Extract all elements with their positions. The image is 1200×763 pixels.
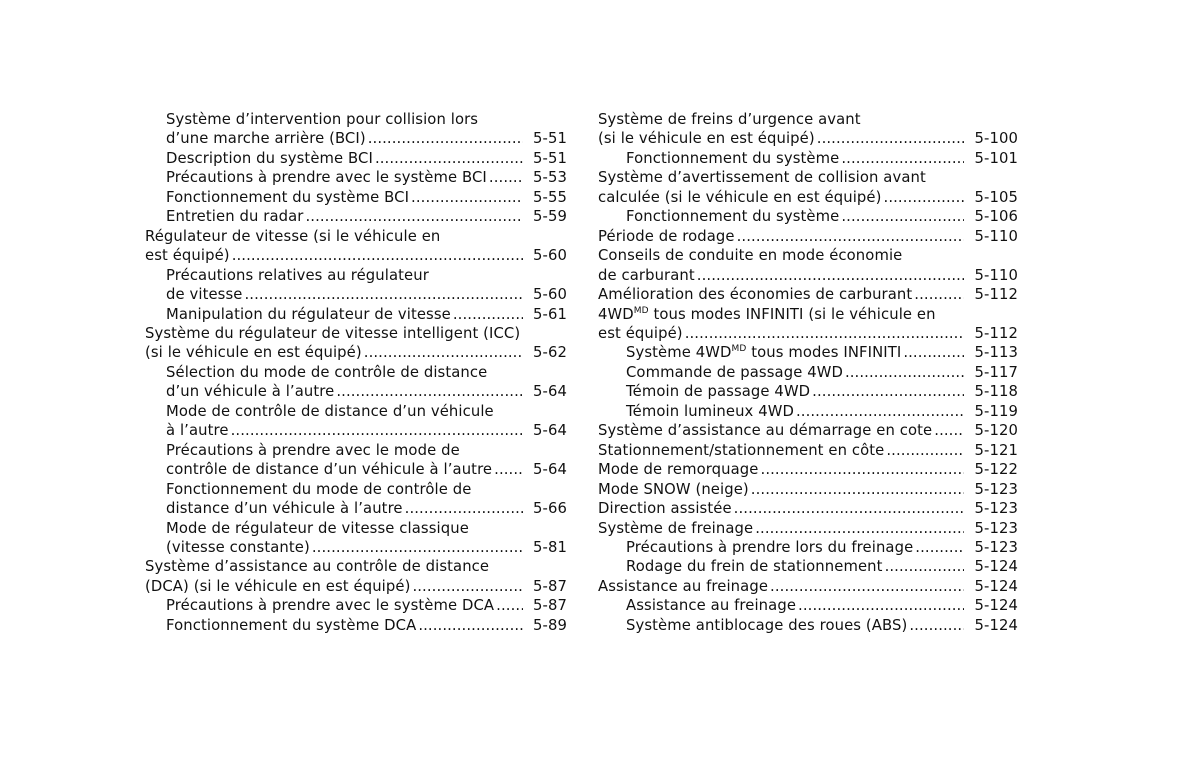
toc-entry-title: d’un véhicule à l’autre [166, 383, 335, 401]
page-number: 5-62 [533, 344, 567, 362]
toc-entry-title: Mode SNOW (neige) [598, 480, 749, 498]
toc-entry-last-line [598, 188, 1018, 207]
toc-entry[interactable] [145, 324, 567, 363]
toc-entry-last-line [598, 129, 1018, 148]
leader-dots [845, 363, 964, 382]
toc-entry-title: de carburant [598, 266, 695, 284]
toc-entry-title: (DCA) (si le véhicule en est équipé) [145, 577, 411, 595]
toc-entry-last-line [598, 460, 1018, 479]
toc-entry[interactable] [145, 402, 567, 441]
toc-entry-last-line [598, 285, 1018, 304]
leader-dots [841, 149, 964, 168]
toc-entry[interactable] [145, 519, 567, 558]
toc-entry-last-line [626, 207, 1018, 226]
toc-entry-last-line [166, 129, 567, 148]
page-number: 5-60 [533, 247, 567, 265]
leader-dots [245, 285, 524, 304]
leader-dots [796, 402, 964, 421]
toc-entry-title: Fonctionnement du système [626, 149, 840, 167]
toc-entry-title: distance d’un véhicule à l’autre [166, 500, 403, 518]
page-number: 5-105 [974, 188, 1018, 206]
toc-entry[interactable] [598, 480, 1018, 499]
toc-entry-title: Assistance au freinage [598, 577, 769, 595]
toc-entry[interactable] [598, 538, 1018, 557]
toc-entry-title: Mode de remorquage [598, 461, 759, 479]
toc-entry[interactable] [598, 616, 1018, 635]
page-number: 5-112 [974, 286, 1018, 304]
toc-entry-last-line [145, 343, 567, 362]
leader-dots [884, 188, 964, 207]
leader-dots [231, 421, 523, 440]
toc-entry[interactable] [145, 207, 567, 226]
leader-dots [909, 616, 964, 635]
toc-entry-title: Manipulation du régulateur de vitesse [166, 305, 451, 323]
toc-entry-title: Témoin lumineux 4WD [626, 402, 794, 420]
page-number: 5-61 [533, 305, 567, 323]
leader-dots [812, 382, 964, 401]
toc-entry-title: Fonctionnement du système [626, 208, 840, 226]
page-number: 5-119 [974, 402, 1018, 420]
toc-entry-title: est équipé) [598, 324, 683, 342]
page-number: 5-110 [974, 266, 1018, 284]
toc-entry-title: Description du système BCI [166, 149, 373, 167]
superscript-mark: MD [731, 344, 747, 355]
leader-dots [418, 616, 523, 635]
toc-entry-title: de vitesse [166, 286, 243, 304]
page-number: 5-51 [533, 149, 567, 167]
page-number: 5-124 [974, 577, 1018, 595]
toc-entry[interactable] [145, 227, 567, 266]
toc-entry[interactable] [598, 577, 1018, 596]
toc-entry-last-line [145, 577, 567, 596]
toc-entry-title: contrôle de distance d’un véhicule à l’autre [166, 461, 493, 479]
toc-entry[interactable] [145, 596, 567, 615]
toc-entry-text: tous modes INFINITI [746, 344, 902, 362]
toc-entry-last-line [626, 382, 1018, 401]
toc-entry-last-line [598, 480, 1018, 499]
page-number: 5-101 [974, 149, 1018, 167]
leader-dots [375, 149, 523, 168]
toc-entry[interactable] [598, 246, 1018, 285]
toc-entry-last-line [598, 324, 1018, 343]
toc-entry[interactable] [145, 441, 567, 480]
toc-entry-text: tous modes INFINITI (si le véhicule en [648, 305, 936, 323]
page-number: 5-124 [974, 597, 1018, 615]
page-number: 5-120 [974, 422, 1018, 440]
leader-dots [405, 499, 523, 518]
leader-dots [755, 519, 964, 538]
toc-entry-last-line [626, 149, 1018, 168]
toc-entry[interactable] [145, 110, 567, 149]
toc-entry[interactable] [598, 343, 1018, 362]
toc-entry-line: Système d’intervention pour collision lors [166, 111, 479, 128]
toc-entry-title: Direction assistée [598, 500, 732, 518]
toc-entry-last-line [598, 499, 1018, 518]
leader-dots [885, 557, 964, 576]
toc-entry-last-line [598, 227, 1018, 246]
toc-entry-line: Précautions relatives au régulateur [166, 266, 429, 284]
page-number: 5-87 [533, 577, 567, 595]
toc-entry[interactable] [145, 266, 567, 305]
toc-entry-last-line [626, 557, 1018, 576]
toc-entry-title: Précautions à prendre lors du freinage [626, 538, 914, 556]
toc-entry-title: Témoin de passage 4WD [626, 383, 811, 401]
toc-entry-last-line [626, 363, 1018, 382]
page-number: 5-123 [974, 519, 1018, 537]
toc-entry-title: Assistance au freinage [626, 597, 797, 615]
page-number: 5-123 [974, 538, 1018, 556]
toc-entry-line: Mode de contrôle de distance d’un véhicule [166, 402, 494, 420]
leader-dots [364, 343, 523, 362]
page-number: 5-53 [533, 169, 567, 187]
leader-dots [453, 305, 523, 324]
page-number: 5-118 [974, 383, 1018, 401]
toc-entry-line [598, 305, 1018, 324]
toc-entry-last-line [166, 382, 567, 401]
leader-dots [697, 266, 964, 285]
toc-entry[interactable] [598, 110, 1018, 149]
toc-entry[interactable] [598, 168, 1018, 207]
toc-entry-text: 4WD [598, 305, 634, 323]
leader-dots [886, 441, 964, 460]
toc-entry-title: Stationnement/stationnement en côte [598, 441, 885, 459]
page-number: 5-110 [974, 227, 1018, 245]
page-number: 5-100 [974, 130, 1018, 148]
toc-entry-last-line [166, 538, 567, 557]
toc-entry[interactable] [598, 499, 1018, 518]
toc-entry-last-line [598, 421, 1018, 440]
toc-entry-last-line [598, 441, 1018, 460]
toc-entry[interactable] [598, 382, 1018, 401]
toc-entry-title: Rodage du frein de stationnement [626, 558, 883, 576]
page-number: 5-123 [974, 500, 1018, 518]
toc-entry-last-line [166, 596, 567, 615]
toc-entry-last-line [626, 343, 1018, 362]
leader-dots [368, 129, 523, 148]
toc-entry-last-line [166, 499, 567, 518]
toc-entry[interactable] [598, 285, 1018, 304]
toc-entry-title: calculée (si le véhicule en est équipé) [598, 188, 882, 206]
toc-entry-line: Système de freins d’urgence avant [598, 111, 861, 128]
leader-dots [734, 499, 964, 518]
leader-dots [751, 480, 964, 499]
toc-entry[interactable] [598, 149, 1018, 168]
page-number: 5-81 [533, 538, 567, 556]
toc-entry-title: Système antiblocage des roues (ABS) [626, 616, 908, 634]
toc-entry-title [626, 343, 901, 362]
page-number: 5-51 [533, 130, 567, 148]
leader-dots [770, 577, 964, 596]
toc-entry-last-line [166, 168, 567, 187]
toc-entry-line: Conseils de conduite en mode économie [598, 247, 903, 265]
toc-left-column [145, 110, 567, 635]
toc-entry-last-line [166, 285, 567, 304]
toc-entry[interactable] [598, 402, 1018, 421]
page-number: 5-64 [533, 422, 567, 440]
toc-entry[interactable] [598, 596, 1018, 615]
leader-dots [841, 207, 964, 226]
toc-entry-last-line [145, 246, 567, 265]
toc-entry-title: Fonctionnement du système DCA [166, 616, 417, 634]
page-number: 5-106 [974, 208, 1018, 226]
leader-dots [496, 596, 523, 615]
toc-right-column [598, 110, 1018, 635]
toc-entry-text: Système 4WD [626, 344, 732, 362]
page-number: 5-121 [974, 441, 1018, 459]
toc-entry[interactable] [145, 188, 567, 207]
toc-entry-last-line [166, 188, 567, 207]
toc-entry[interactable] [145, 557, 567, 596]
page-number: 5-59 [533, 208, 567, 226]
leader-dots [798, 596, 964, 615]
leader-dots [412, 577, 523, 596]
toc-entry[interactable] [145, 616, 567, 635]
page-number: 5-60 [533, 286, 567, 304]
toc-entry[interactable] [145, 149, 567, 168]
toc-entry-title: d’une marche arrière (BCI) [166, 130, 366, 148]
page-number: 5-66 [533, 500, 567, 518]
leader-dots [305, 207, 523, 226]
toc-entry-title: Précautions à prendre avec le système DCA [166, 597, 495, 615]
toc-entry[interactable] [598, 557, 1018, 576]
toc-entry-title: Précautions à prendre avec le système BCI [166, 169, 487, 187]
toc-entry-line: Sélection du mode de contrôle de distance [166, 363, 488, 381]
toc-entry-title: Période de rodage [598, 227, 735, 245]
toc-entry-title: (vitesse constante) [166, 538, 310, 556]
toc-entry-last-line [166, 616, 567, 635]
toc-entry-title: Entretien du radar [166, 208, 304, 226]
page-number: 5-113 [974, 344, 1018, 362]
page-number: 5-123 [974, 480, 1018, 498]
leader-dots [336, 382, 523, 401]
leader-dots [312, 538, 523, 557]
toc-entry-last-line [598, 266, 1018, 285]
leader-dots [411, 188, 523, 207]
toc-entry[interactable] [598, 441, 1018, 460]
page-number: 5-64 [533, 383, 567, 401]
leader-dots [817, 129, 964, 148]
toc-entry[interactable] [598, 363, 1018, 382]
toc-entry[interactable] [598, 519, 1018, 538]
page-number: 5-124 [974, 558, 1018, 576]
toc-entry-line: Régulateur de vitesse (si le véhicule en [145, 227, 441, 245]
toc-entry[interactable] [145, 363, 567, 402]
toc-entry[interactable] [145, 168, 567, 187]
leader-dots [232, 246, 523, 265]
toc-entry-title: à l’autre [166, 422, 229, 440]
leader-dots [685, 324, 964, 343]
toc-entry[interactable] [598, 305, 1018, 344]
toc-entry-last-line [626, 538, 1018, 557]
superscript-mark: MD [633, 305, 649, 316]
toc-entry[interactable] [145, 480, 567, 519]
leader-dots [761, 460, 964, 479]
toc-entry-line: Précautions à prendre avec le mode de [166, 441, 460, 459]
toc-entry[interactable] [598, 421, 1018, 440]
leader-dots [914, 285, 964, 304]
leader-dots [737, 227, 964, 246]
toc-entry-last-line [166, 305, 567, 324]
toc-entry-title: (si le véhicule en est équipé) [145, 344, 362, 362]
toc-entry-line: Système d’avertissement de collision avant [598, 169, 926, 187]
page-number: 5-89 [533, 616, 567, 634]
toc-entry-line: Système du régulateur de vitesse intelligent (ICC) [145, 324, 521, 342]
toc-entry-last-line [166, 149, 567, 168]
page-number: 5-122 [974, 461, 1018, 479]
toc-entry-last-line [626, 616, 1018, 635]
toc-entry-title: Commande de passage 4WD [626, 363, 843, 381]
toc-entry-last-line [166, 207, 567, 226]
toc-entry-line: Fonctionnement du mode de contrôle de [166, 480, 472, 498]
toc-entry[interactable] [598, 207, 1018, 226]
toc-entry-last-line [166, 421, 567, 440]
toc-entry-last-line [626, 402, 1018, 421]
toc-entry-last-line [166, 460, 567, 479]
toc-entry-line: Mode de régulateur de vitesse classique [166, 519, 469, 537]
toc-entry-title: est équipé) [145, 247, 230, 265]
page-number: 5-87 [533, 597, 567, 615]
toc-entry-title: Système de freinage [598, 519, 754, 537]
leader-dots [489, 168, 523, 187]
toc-entry-last-line [598, 519, 1018, 538]
toc-entry-title: Fonctionnement du système BCI [166, 188, 410, 206]
toc-entry-last-line [626, 596, 1018, 615]
leader-dots [494, 460, 523, 479]
toc-entry-title: Système d’assistance au démarrage en cote [598, 422, 933, 440]
page-number: 5-117 [974, 363, 1018, 381]
toc-entry[interactable] [145, 305, 567, 324]
page-number: 5-55 [533, 188, 567, 206]
leader-dots [903, 343, 964, 362]
leader-dots [934, 421, 964, 440]
toc-entry-last-line [598, 577, 1018, 596]
toc-entry-title: (si le véhicule en est équipé) [598, 130, 815, 148]
toc-entry-line: Système d’assistance au contrôle de distance [145, 558, 490, 576]
toc-entry-title: Amélioration des économies de carburant [598, 286, 913, 304]
page-number: 5-112 [974, 324, 1018, 342]
toc-entry[interactable] [598, 227, 1018, 246]
leader-dots [915, 538, 964, 557]
toc-entry[interactable] [598, 460, 1018, 479]
page-number: 5-64 [533, 461, 567, 479]
page-number: 5-124 [974, 616, 1018, 634]
